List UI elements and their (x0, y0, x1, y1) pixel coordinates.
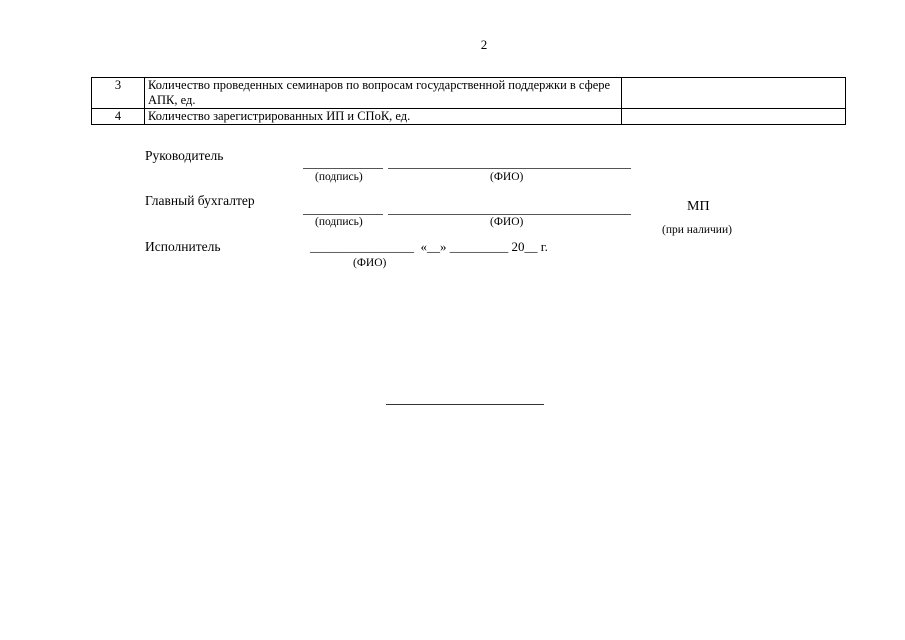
row-indicator-name: Количество зарегистрированных ИП и СПоК, ед. (145, 109, 622, 125)
accountant-fio-line[interactable] (388, 214, 631, 215)
row-number: 4 (92, 109, 145, 125)
report-table (91, 77, 846, 125)
bottom-separator (386, 404, 544, 405)
table-row (92, 109, 846, 125)
row-number: 3 (92, 78, 145, 109)
page-number: 2 (480, 37, 488, 52)
executor-fio-hint: (ФИО) (353, 257, 387, 269)
accountant-signature-hint: (подпись) (315, 216, 363, 228)
row-indicator-name: Количество проведенных семинаров по вопросам государственной поддержки в сфере АПК, ед. (145, 78, 622, 109)
table-row (92, 78, 846, 109)
executor-fill-line[interactable]: ________________ «__» _________ 20__ г. (310, 239, 548, 254)
accountant-fio-hint: (ФИО) (490, 216, 524, 228)
head-fio-line[interactable] (388, 168, 631, 169)
head-signature-hint: (подпись) (315, 171, 363, 183)
stamp-note: (при наличии) (662, 224, 732, 236)
head-signature-line[interactable] (303, 168, 383, 169)
row-value-cell[interactable] (622, 78, 846, 109)
head-label: Руководитель (145, 148, 224, 163)
stamp-label: МП (687, 199, 710, 214)
executor-label: Исполнитель (145, 239, 221, 254)
accountant-label: Главный бухгалтер (145, 193, 255, 208)
row-value-cell[interactable] (622, 109, 846, 125)
accountant-signature-line[interactable] (303, 214, 383, 215)
head-fio-hint: (ФИО) (490, 171, 524, 183)
